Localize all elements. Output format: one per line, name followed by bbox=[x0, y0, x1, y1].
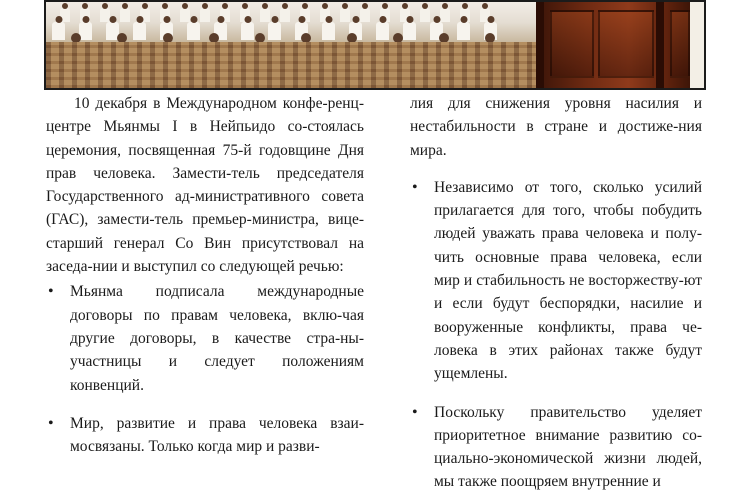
left-bullet-list bbox=[46, 280, 364, 458]
right-column bbox=[410, 92, 702, 494]
list-item: • Независимо от того, сколько усилий прилагается для того, чтобы побудить людей уважать права человека и полу-чить основные права человека, если мир и стабильность не восторжеству-ют и если будут беспорядки, насилие и вооруженные конфликты, права че-ловека в этих районах также будут ущемлены. bbox=[410, 176, 702, 386]
continued-paragraph: лия для снижения уровня насилия и нестабильности в стране и достиже-ния мира. bbox=[410, 95, 702, 159]
intro-paragraph: 10 декабря в Международном конфе-ренц-центре Мьянмы I в Нейпьидо со-стоялась церемония, посвященная 75-й годовщине Дня прав человека. Замести-тель председателя Государственного ад-министративного совета (ГАС), замести-тель премьер-министра, вице-старший генерал Со Вин присутствовал на заседа-нии и выступил со следующей речью: bbox=[46, 95, 364, 276]
left-column bbox=[46, 92, 364, 458]
list-item: • Поскольку правительство уделяет приоритетное внимание развитию со-циально-экономической жизни людей, мы также поощряем внутренние и bbox=[410, 401, 702, 494]
list-item: • Мир, развитие и права человека взаи-мосвязаны. Только когда мир и разви- bbox=[46, 412, 364, 459]
wooden-podium bbox=[536, 2, 704, 88]
audience-scene bbox=[46, 2, 536, 88]
patterned-carpet bbox=[46, 42, 536, 88]
list-item: • Мьянма подписала международные договоры по правам человека, вклю-чая другие договоры, в качестве стра-ны-участницы и следует положениям конвенций. bbox=[46, 280, 364, 396]
conference-hall-photo bbox=[44, 0, 706, 90]
right-bullet-list bbox=[410, 176, 702, 494]
